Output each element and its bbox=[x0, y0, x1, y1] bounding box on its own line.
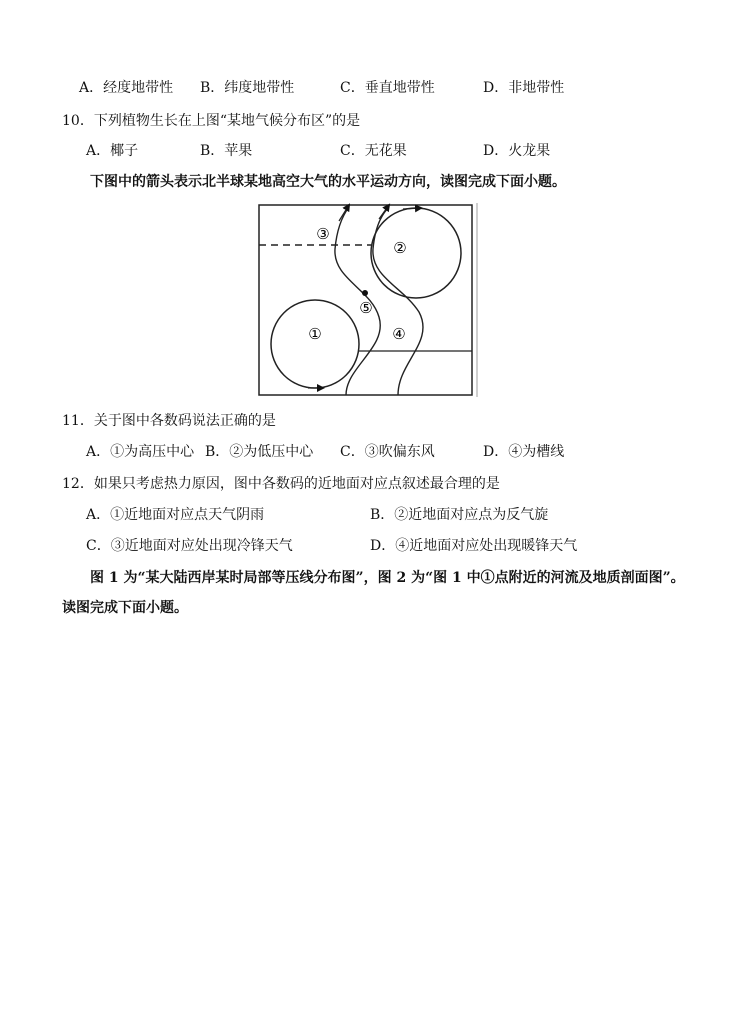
q10-stem: 10．下列植物生长在上图“某地气候分布区”的是 bbox=[62, 113, 361, 129]
section-intro-2-line-2: 读图完成下面小题。 bbox=[62, 600, 188, 616]
circle-2 bbox=[371, 208, 461, 298]
q11-option-b: B．②为低压中心 bbox=[205, 444, 314, 460]
q11-option-c: C．③吹偏东风 bbox=[340, 444, 435, 460]
figure-svg bbox=[253, 197, 484, 399]
q10-option-b: B．苹果 bbox=[200, 143, 253, 159]
q10-option-d: D．火龙果 bbox=[483, 143, 551, 159]
q11-option-a: A．①为高压中心 bbox=[86, 444, 195, 460]
q9-option-b: B．纬度地带性 bbox=[200, 80, 295, 96]
q9-option-a: A．经度地带性 bbox=[79, 80, 174, 96]
s-curve-1 bbox=[335, 207, 380, 395]
label-1: ① bbox=[308, 325, 322, 343]
section-intro-1: 下图中的箭头表示北半球某地高空大气的水平运动方向，读图完成下面小题。 bbox=[90, 174, 566, 190]
circle-2-arrow bbox=[403, 208, 421, 209]
q11-option-d: D．④为槽线 bbox=[483, 444, 565, 460]
circle-1 bbox=[271, 300, 359, 388]
label-3: ③ bbox=[316, 225, 330, 243]
section-intro-2-line-1: 图 1 为“某大陆西岸某时局部等压线分布图”，图 2 为“图 1 中①点附近的河流及地质剖面图”。 bbox=[90, 570, 685, 586]
q12-option-a: A．①近地面对应点天气阴雨 bbox=[86, 507, 265, 523]
q12-option-c: C．③近地面对应处出现冷锋天气 bbox=[86, 538, 293, 554]
q10-option-a: A．椰子 bbox=[86, 143, 139, 159]
label-4: ④ bbox=[392, 325, 406, 343]
s-curve-2-arrow bbox=[379, 205, 389, 219]
s-curve-2 bbox=[373, 207, 423, 395]
q11-stem: 11．关于图中各数码说法正确的是 bbox=[62, 413, 276, 429]
label-5: ⑤ bbox=[359, 299, 373, 317]
q10-option-c: C．无花果 bbox=[340, 143, 407, 159]
label-2: ② bbox=[393, 239, 407, 257]
atmosphere-flow-figure bbox=[253, 197, 484, 399]
q12-stem: 12．如果只考虑热力原因，图中各数码的近地面对应点叙述最合理的是 bbox=[62, 476, 500, 492]
s-curve-1-arrow bbox=[339, 205, 349, 221]
point-5-dot bbox=[362, 290, 368, 296]
q9-option-c: C．垂直地带性 bbox=[340, 80, 435, 96]
q12-option-b: B．②近地面对应点为反气旋 bbox=[370, 507, 549, 523]
q9-option-d: D．非地带性 bbox=[483, 80, 565, 96]
q12-option-d: D．④近地面对应处出现暖锋天气 bbox=[370, 538, 578, 554]
